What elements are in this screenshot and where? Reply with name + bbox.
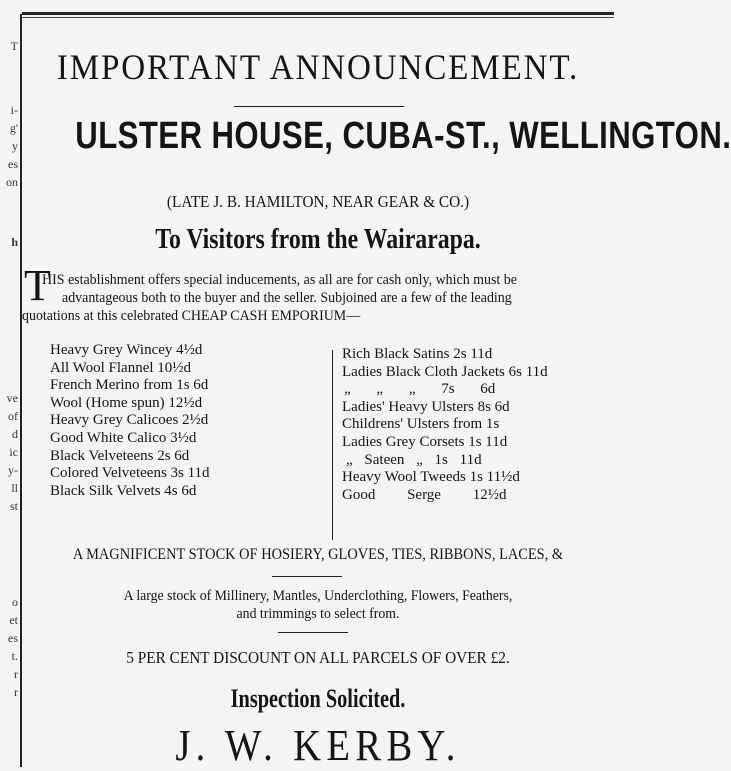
headline: IMPORTANT ANNOUNCEMENT. (56, 47, 580, 87)
price-item: „ Sateen „ 1s 11d (346, 451, 482, 468)
strip-fragment: g' (9, 121, 18, 135)
inspection-line: Inspection Solicited. (230, 684, 406, 713)
price-list-left (50, 342, 320, 500)
visitors-heading: To Visitors from the Wairarapa. (155, 224, 481, 255)
price-item: Good Serge 12½d (342, 486, 507, 503)
price-list-right (342, 346, 612, 504)
late-note: (LATE J. B. HAMILTON, NEAR GEAR & CO.) (166, 192, 470, 211)
strip-fragment: o (12, 595, 18, 609)
millinery-line: and trimmings to select from. (236, 606, 400, 622)
price-item: „ „ „ 7s 6d (344, 381, 496, 398)
headline-rule (234, 106, 404, 107)
price-item: French Merino from 1s 6d (50, 377, 209, 394)
strip-fragment: T (10, 39, 18, 53)
strip-fragment: ve (6, 391, 18, 405)
price-item: Rich Black Satins 2s 11d (342, 346, 493, 362)
drop-cap: T (24, 261, 51, 310)
strip-fragment: on (6, 175, 18, 189)
price-item: Childrens' Ulsters from 1s (342, 416, 500, 433)
adjacent-column-strip (0, 14, 22, 767)
price-item: Heavy Grey Wincey 4½d (50, 342, 203, 358)
price-item: Wool (Home spun) 12½d (50, 394, 203, 411)
strip-fragment: ic (9, 445, 18, 459)
strip-fragment: et (9, 613, 18, 627)
section-rule (272, 576, 342, 577)
millinery-line: A large stock of Millinery, Mantles, Underclothing, Flowers, Feathers, (123, 588, 513, 604)
price-item: Black Silk Velvets 4s 6d (50, 482, 197, 499)
intro-line: quotations at this celebrated CHEAP CASH EMPORIUM— (22, 308, 361, 324)
strip-fragment: y (12, 139, 18, 153)
strip-fragment: d (12, 427, 18, 441)
strip-fragment: i- (10, 103, 18, 117)
section-rule (278, 632, 348, 633)
price-item: All Wool Flannel 10½d (50, 359, 192, 376)
strip-fragment: es (8, 157, 18, 171)
price-item: Ladies Grey Corsets 1s 11d (342, 433, 508, 450)
magnificent-stock-line: A MAGNIFICENT STOCK OF HOSIERY, GLOVES, TIES, RIBBONS, LACES, & (72, 546, 564, 563)
price-item: Heavy Grey Calicoes 2½d (50, 412, 209, 429)
price-item: Black Velveteens 2s 6d (50, 447, 190, 464)
top-rule-thin (22, 17, 614, 18)
strip-fragment: t. (11, 649, 18, 663)
advertisement (22, 20, 731, 770)
intro-line: HIS establishment offers special inducements, as all are for cash only, which must be (42, 272, 517, 288)
price-item: Heavy Wool Tweeds 1s 11½d (342, 469, 520, 486)
strip-fragment: ll (11, 481, 18, 495)
intro-line: advantageous both to the buyer and the seller. Subjoined are a few of the leading (62, 290, 512, 306)
strip-fragment: of (8, 409, 18, 423)
price-item: Ladies' Heavy Ulsters 8s 6d (342, 398, 510, 415)
strip-fragment: r (14, 685, 18, 699)
price-item: Ladies Black Cloth Jackets 6s 11d (342, 363, 548, 380)
price-item: Good White Calico 3½d (50, 429, 197, 446)
millinery-paragraph (22, 587, 614, 623)
column-divider (332, 350, 333, 540)
strip-fragment: st (9, 499, 18, 513)
strip-fragment: r (14, 667, 18, 681)
strip-fragment: es (8, 631, 18, 645)
strip-fragment: y- (8, 463, 18, 477)
top-rule (22, 12, 614, 15)
price-item: Colored Velveteens 3s 11d (50, 465, 210, 482)
discount-line: 5 PER CENT DISCOUNT ON ALL PARCELS OF OVER £2. (126, 648, 510, 667)
strip-fragment: h (11, 235, 18, 249)
store-name: ULSTER HOUSE, CUBA-ST., WELLINGTON. (75, 115, 731, 157)
proprietor-name: J. W. KERBY. (175, 721, 461, 770)
